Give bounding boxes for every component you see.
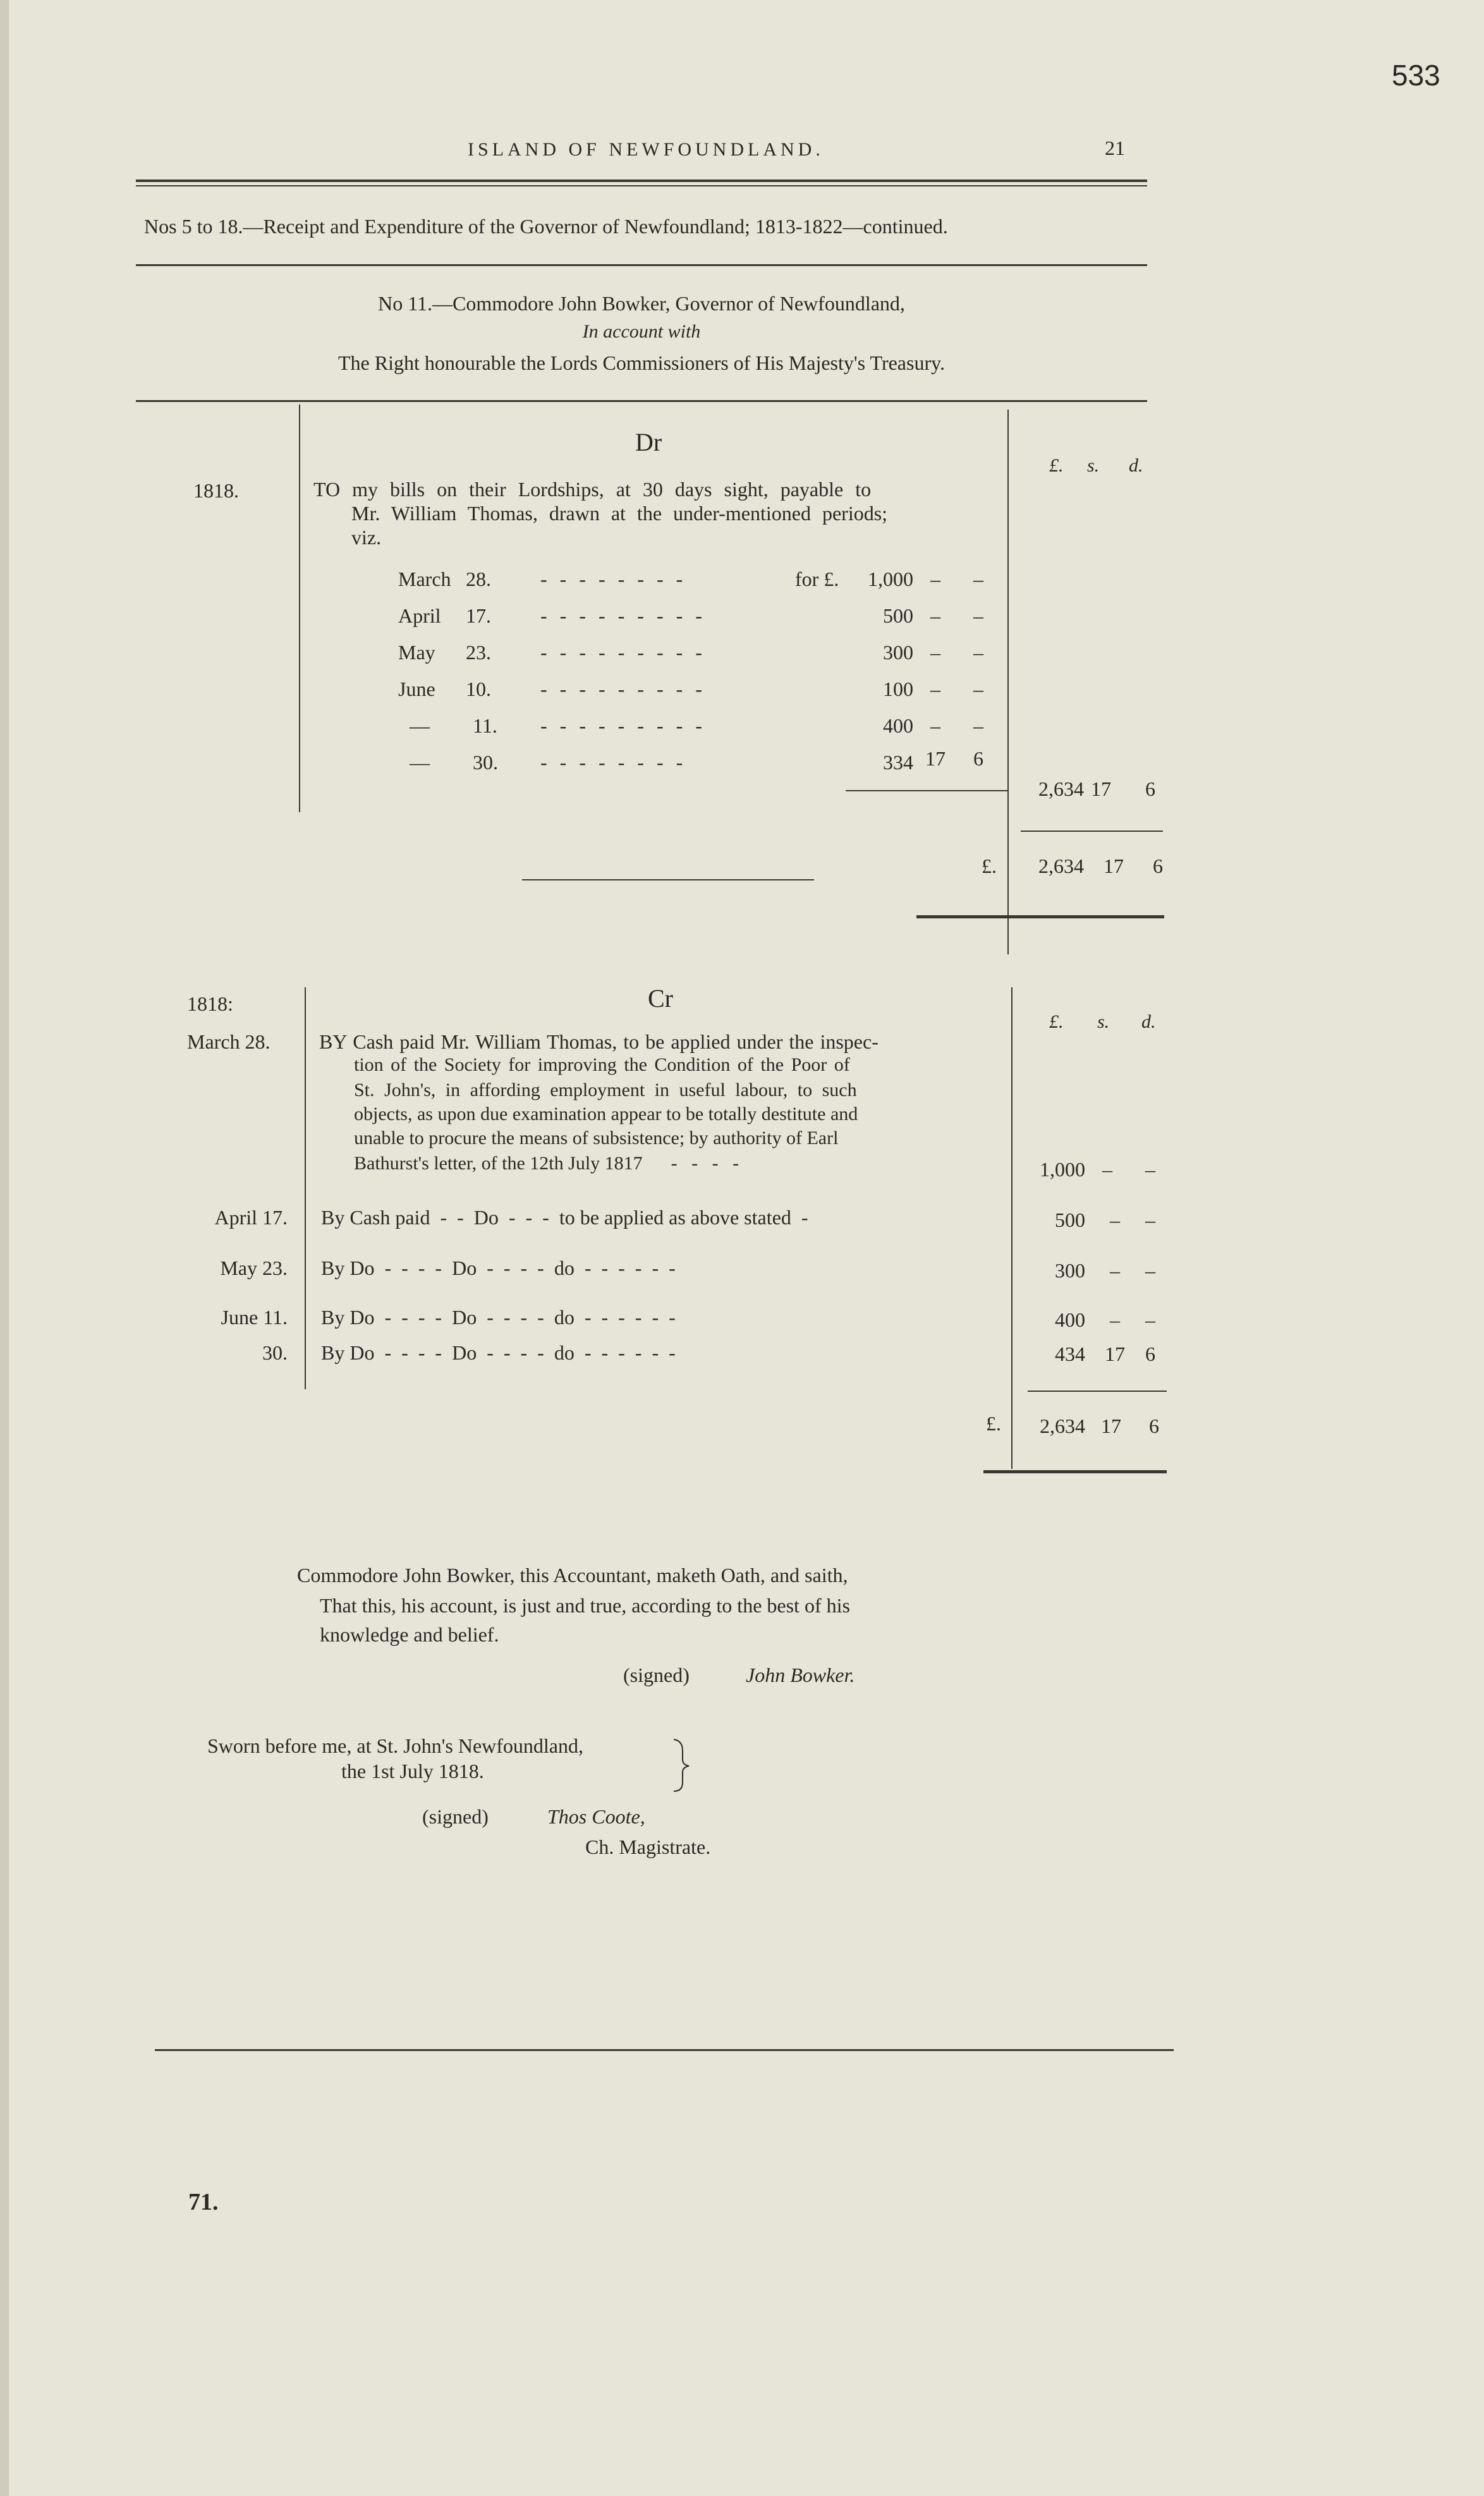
credit-total-pence: 6	[1149, 1415, 1159, 1437]
bill-pounds: 400	[883, 714, 913, 737]
oath-signature: John Bowker.	[746, 1664, 855, 1686]
debit-side-label: Dr	[635, 428, 662, 456]
bill-shillings: –	[930, 604, 940, 627]
credit-entry-pence: 6	[1145, 1342, 1155, 1365]
account-heading-line2: In account with	[582, 321, 701, 342]
credit-total-pounds: 2,634	[1040, 1415, 1085, 1437]
bill-day: 11.	[473, 714, 497, 737]
credit-date-column-rule	[305, 987, 306, 1389]
credit-first-entry-line-4: objects, as upon due examination appear to be totally destitute and	[354, 1104, 858, 1124]
debit-date-column-rule	[299, 405, 300, 812]
debit-short-center-rule	[522, 879, 814, 880]
bill-pounds: 500	[883, 604, 913, 627]
credit-total-double-rule	[983, 1470, 1167, 1473]
bills-sum-rule	[846, 790, 1007, 791]
credit-first-entry-date: March 28.	[187, 1030, 271, 1053]
debit-total-shillings: 17	[1104, 855, 1124, 877]
bill-pounds: 100	[883, 678, 913, 700]
page-corner-number: 533	[1392, 59, 1440, 92]
running-head-title: ISLAND OF NEWFOUNDLAND.	[468, 139, 824, 160]
bill-leader-dashes: - - - - - - - -	[540, 568, 687, 590]
running-head-rule-thick	[136, 180, 1147, 182]
debit-total-pounds: 2,634	[1038, 855, 1084, 877]
debit-subtotal-shillings: 17	[1091, 777, 1111, 800]
account-heading-line1: No 11.—Commodore John Bowker, Governor of Newfoundland,	[378, 292, 905, 315]
debit-total-double-rule	[916, 915, 1164, 918]
debit-header-pounds: £.	[1049, 455, 1064, 476]
debit-subtotal-rule	[1021, 831, 1163, 832]
bill-pence: –	[973, 604, 983, 627]
bill-day: 17.	[466, 604, 491, 627]
credit-entry-shillings: –	[1110, 1259, 1120, 1282]
credit-first-entry-pence: –	[1145, 1158, 1155, 1181]
sworn-signature: Thos Coote,	[547, 1805, 645, 1828]
bill-shillings: –	[930, 714, 940, 737]
debit-header-pence: d.	[1129, 455, 1143, 476]
bill-leader-dashes: - - - - - - - - -	[540, 604, 706, 627]
bill-shillings: –	[930, 641, 940, 664]
credit-money-column-rule	[1011, 987, 1013, 1469]
credit-entry-date: 30.	[262, 1341, 288, 1364]
debit-subtotal-pence: 6	[1145, 777, 1155, 800]
sworn-signed-label: (signed)	[422, 1805, 489, 1828]
credit-sum-rule	[1028, 1391, 1167, 1392]
credit-total-currency: £.	[986, 1412, 1001, 1435]
section-heading-rule	[136, 264, 1147, 266]
page-spine-shadow	[0, 0, 9, 2496]
bill-day: 30.	[473, 751, 498, 774]
credit-first-entry-shillings: –	[1102, 1158, 1112, 1181]
bill-pence: –	[973, 641, 983, 664]
bill-leader-dashes: - - - - - - - -	[540, 751, 687, 774]
bill-leader-dashes: - - - - - - - - -	[540, 678, 706, 700]
bill-pence: 6	[973, 747, 983, 770]
running-head-page-number: 21	[1105, 137, 1125, 159]
account-heading-line3: The Right honourable the Lords Commissioners of His Majesty's Treasury.	[338, 351, 946, 374]
oath-line-1: Commodore John Bowker, this Accountant, maketh Oath, and saith,	[297, 1564, 848, 1586]
credit-entry-date: May 23.	[220, 1257, 288, 1279]
debit-top-rule	[136, 400, 1147, 402]
credit-entry-text: By Do - - - - Do - - - - do - - - - - -	[321, 1257, 676, 1279]
credit-entry-text: By Do - - - - Do - - - - do - - - - - -	[321, 1306, 676, 1329]
bill-day: 28.	[466, 568, 491, 590]
running-head-rule-thin	[136, 185, 1147, 186]
bill-pounds: 300	[883, 641, 913, 664]
bill-month: May	[398, 641, 435, 664]
credit-entry-pounds: 400	[1055, 1308, 1085, 1331]
debit-total-currency: £.	[982, 855, 997, 877]
debit-year: 1818.	[193, 479, 239, 502]
credit-first-entry-pounds: 1,000	[1040, 1158, 1085, 1181]
bill-month: June	[398, 678, 435, 700]
bill-pence: –	[973, 678, 983, 700]
debit-header-shillings: s.	[1087, 455, 1100, 476]
credit-entry-shillings: –	[1110, 1208, 1120, 1231]
sworn-line-1: Sworn before me, at St. John's Newfoundland,	[207, 1734, 583, 1757]
credit-entry-date: April 17.	[214, 1206, 288, 1229]
oath-signed-label: (signed)	[623, 1664, 690, 1686]
sworn-title: Ch. Magistrate.	[585, 1835, 711, 1858]
credit-first-entry-line-3: St. John's, in affording employment in useful labour, to such	[354, 1080, 857, 1100]
section-heading: Nos 5 to 18.—Receipt and Expenditure of the Governor of Newfoundland; 1813-1822—continued.	[144, 215, 948, 238]
credit-entry-pounds: 300	[1055, 1259, 1085, 1282]
debit-intro-line-3: viz.	[351, 526, 382, 549]
bill-pence: –	[973, 714, 983, 737]
credit-first-entry-line-6: Bathurst's letter, of the 12th July 1817 - - - -	[354, 1153, 739, 1174]
credit-entry-text: By Cash paid - - Do - - - to be applied as above stated -	[321, 1206, 808, 1229]
credit-first-entry-line-1: BY Cash paid Mr. William Thomas, to be applied under the inspec-	[319, 1030, 879, 1053]
credit-entry-pence: –	[1145, 1259, 1155, 1282]
credit-header-pounds: £.	[1049, 1011, 1064, 1032]
bill-day: 23.	[466, 641, 491, 664]
credit-entry-pounds: 434	[1055, 1342, 1085, 1365]
bill-shillings: –	[930, 678, 940, 700]
credit-side-label: Cr	[648, 984, 673, 1013]
credit-total-shillings: 17	[1101, 1415, 1121, 1437]
oath-line-2: That this, his account, is just and true, according to the best of his	[320, 1594, 850, 1617]
oath-line-3: knowledge and belief.	[320, 1623, 499, 1646]
credit-entry-pence: –	[1145, 1308, 1155, 1331]
bill-month: —	[410, 714, 430, 737]
credit-entry-date: June 11.	[221, 1306, 288, 1329]
sworn-line-2: the 1st July 1818.	[341, 1760, 484, 1782]
bill-day: 10.	[466, 678, 491, 700]
credit-entry-shillings: –	[1110, 1308, 1120, 1331]
debit-total-pence: 6	[1153, 855, 1163, 877]
bill-leader-dashes: - - - - - - - - -	[540, 641, 706, 664]
debit-subtotal-pounds: 2,634	[1038, 777, 1084, 800]
bill-pounds: 1,000	[868, 568, 913, 590]
bill-currency-prefix: for £.	[795, 568, 839, 590]
credit-header-shillings: s.	[1097, 1011, 1110, 1032]
bill-month: —	[410, 751, 430, 774]
folio-number: 71.	[188, 2189, 219, 2215]
debit-money-column-rule	[1007, 410, 1009, 954]
bill-shillings: 17	[925, 747, 946, 770]
credit-first-entry-line-5: unable to procure the means of subsistence; by authority of Earl	[354, 1128, 839, 1148]
credit-entry-pence: –	[1145, 1208, 1155, 1231]
bill-leader-dashes: - - - - - - - - -	[540, 714, 706, 737]
bill-pounds: 334	[883, 751, 913, 774]
footer-rule	[155, 2049, 1174, 2051]
bill-shillings: –	[930, 568, 940, 590]
credit-entry-shillings: 17	[1105, 1342, 1125, 1365]
debit-intro-line-2: Mr. William Thomas, drawn at the under-mentioned periods;	[351, 502, 888, 525]
bill-month: March	[398, 568, 451, 590]
bill-month: April	[398, 604, 441, 627]
credit-entry-text: By Do - - - - Do - - - - do - - - - - -	[321, 1341, 676, 1364]
credit-entry-pounds: 500	[1055, 1208, 1085, 1231]
bill-pence: –	[973, 568, 983, 590]
debit-intro-line-1: TO my bills on their Lordships, at 30 days sight, payable to	[313, 478, 872, 501]
credit-year: 1818:	[187, 992, 233, 1015]
credit-header-pence: d.	[1141, 1011, 1156, 1032]
sworn-brace	[670, 1737, 691, 1794]
credit-first-entry-line-2: tion of the Society for improving the Condition of the Poor of	[354, 1054, 850, 1075]
